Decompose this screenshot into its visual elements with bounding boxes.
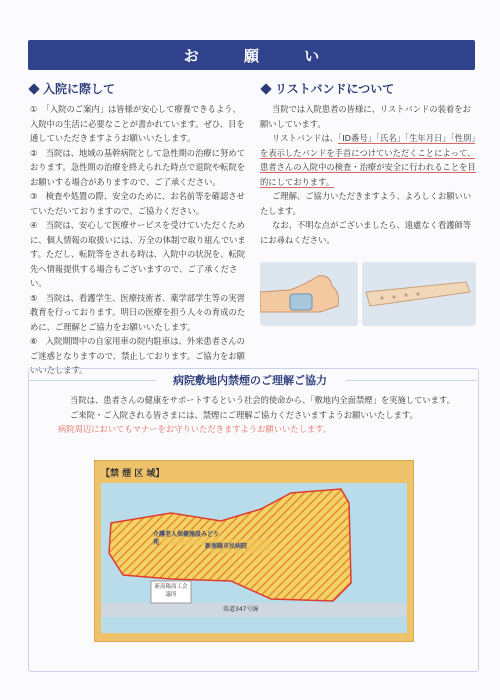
admission-note-3: ③ 検査や処置の際、安全のために、お名前等を確認させていただいておりますので、ご協力ください。 bbox=[30, 191, 245, 216]
map-area bbox=[101, 483, 407, 633]
wristband-contact: なお、不明な点がございましたら、遠慮なく看護師等にお尋ねください。 bbox=[260, 220, 472, 245]
no-smoking-p2: ご来院・ご入院される皆さまには、禁煙にご理解ご協力くださいますようお願いいたします。 bbox=[70, 409, 418, 420]
wristband-illustration bbox=[362, 262, 476, 326]
map-road: 県道347号線 bbox=[223, 606, 259, 613]
map-building-2: 新南陽市民病院 bbox=[205, 543, 248, 550]
no-smoking-map bbox=[94, 460, 414, 642]
admission-heading: 入院に際して bbox=[30, 80, 115, 97]
no-smoking-text bbox=[58, 393, 468, 437]
no-smoking-p1: 当院は、患者さんの健康をサポートするという社会的使命から、「敷地内全面禁煙」を実施しています。 bbox=[70, 395, 455, 405]
admission-notes bbox=[30, 102, 248, 378]
wristband-notes bbox=[260, 102, 476, 247]
admission-note-2: ② 当院は、地域の基幹病院として急性期の治療に努めております。急性期の治療を終えられた時点で退院や転院をお願いする場合がありますので、ご了承ください。 bbox=[30, 147, 246, 187]
admission-note-5: ⑤ 当院は、看護学生、医療技術者、薬学部学生等の実習教育を行っております。明日の医療を担う人々の育成のために、ご理解とご協力をお願いいたします。 bbox=[30, 292, 246, 332]
map-building-1: 介護老人保健施設みどり苑 bbox=[153, 531, 220, 546]
admission-note-4: ④ 当院は、安心して医療サービスを受けていただくために、個人情報の取扱いには、万全の体制で取り組んでいます。ただし、転院等をされる時は、入院中の状況を、転院先へ情報提供する場合もございますので、ご了承ください。 bbox=[30, 220, 246, 288]
diamond-bullet-icon bbox=[28, 83, 39, 94]
map-label: 【禁 煙 区 域】 bbox=[101, 469, 165, 479]
wristband-intro: 当院では入院患者の皆様に、リストバンドの装着をお願いしています。 bbox=[260, 104, 471, 129]
diamond-bullet-icon bbox=[260, 83, 271, 94]
no-smoking-heading: 病院敷地内禁煙のご理解ご協力 bbox=[173, 374, 327, 387]
wrist-illustration bbox=[260, 262, 358, 326]
wristband-purpose: リストバンドは、「ID番号」「氏名」「生年月日」「性別」を表示したバンドを手首につけていただくことによって、患者さんの入院中の検査・治療が安全に行われることを目的にしております。 bbox=[260, 133, 476, 187]
page-title-bar bbox=[28, 40, 475, 70]
wristband-heading: リストバンドについて bbox=[262, 80, 394, 97]
no-smoking-p3: 病院周辺においてもマナーをお守りいただきますようお願いいたします。 bbox=[58, 424, 332, 434]
admission-note-1: ① 「入院のご案内」は皆様が安心して療養できるよう、入院中の生活に必要なことが書かれています。ぜひ、目を通していただきますようお願いいたします。 bbox=[30, 104, 245, 143]
admission-note-6: ⑥ 入院期間中の自家用車の院内駐車は、外来患者さんのご迷惑となりますので、禁止しております。ご協力をお願いいたします。 bbox=[30, 336, 245, 375]
wristband-request: ご理解、ご協力いただきますよう、よろしくお願いいたします。 bbox=[260, 191, 472, 216]
map-building-3: 新南陽商工会議所 bbox=[154, 584, 188, 598]
page-title: お 願 い bbox=[183, 46, 340, 65]
